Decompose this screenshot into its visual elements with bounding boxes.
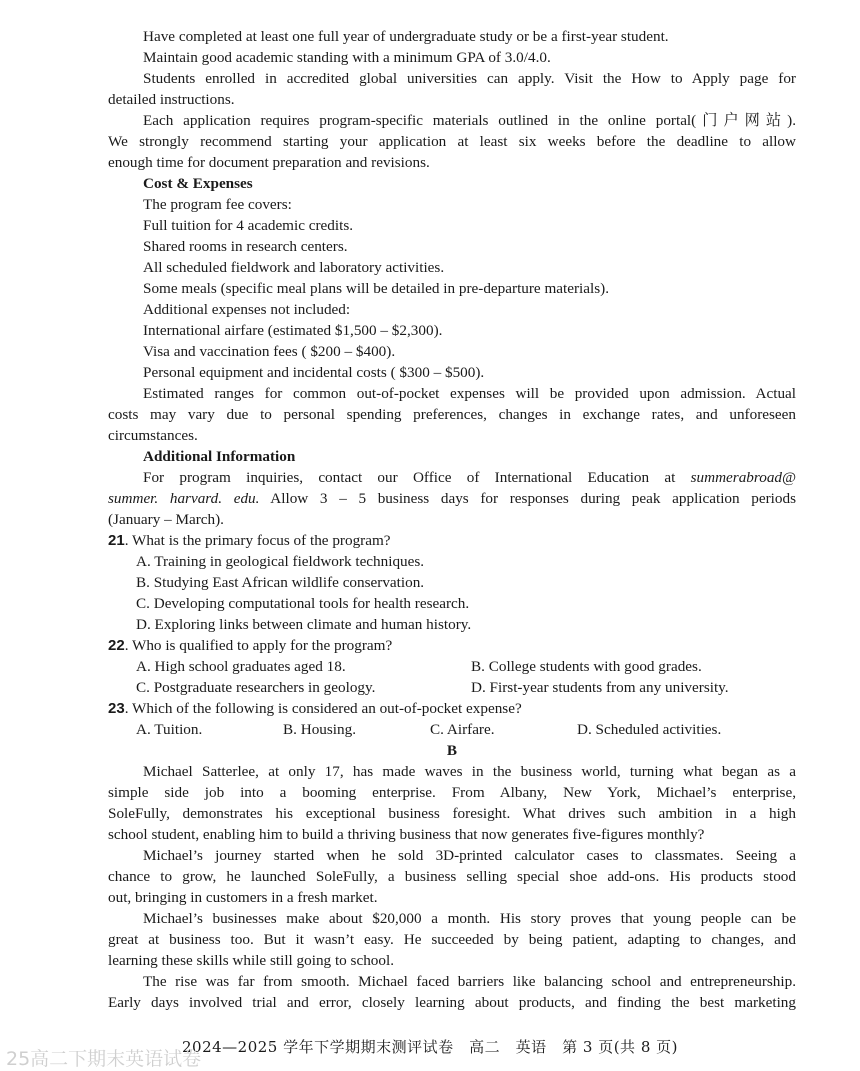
cost-covers-label: The program fee covers: (143, 196, 292, 213)
passage-b-line: Early days involved trial and error, closely learning about products, and finding the best marketing (108, 994, 796, 1011)
passage-b-line: simple side job into a booming enterprise. From Albany, New York, Michael’s enterprise, (108, 784, 796, 801)
passage-b-line: Michael Satterlee, at only 17, has made waves in the business world, turning what began as a (143, 763, 796, 780)
question-text: . Which of the following is considered an out-of-pocket expense? (124, 700, 522, 717)
page-footer: 2024—2025 学年下学期期末测评试卷 高二 英语 第 3 页(共 8 页) (182, 1038, 678, 1056)
answer-option: A. Tuition. (136, 721, 203, 738)
answer-option-row (108, 677, 796, 698)
covered-item: Shared rooms in research centers. (143, 238, 348, 255)
apply-paragraph-line: detailed instructions. (108, 91, 235, 108)
additional-info-text: For program inquiries, contact our Office of International Education at (143, 469, 691, 486)
passage-b-line: SoleFully, demonstrates his exceptional business foresight. What drives such ambition in a high (108, 805, 796, 822)
extra-expense-item: International airfare (estimated $1,500 – $2,300). (143, 322, 443, 339)
question-stem (108, 698, 796, 719)
passage-b-line: school student, enabling him to build a thriving business that now generates five-figures monthly? (108, 826, 705, 843)
passage-b-line: The rise was far from smooth. Michael faced barriers like balancing school and entrepreneurship. (143, 973, 796, 990)
answer-option: B. Housing. (283, 721, 356, 738)
extra-expense-item: Visa and vaccination fees ( $200 – $400). (143, 343, 396, 360)
answer-option: B. College students with good grades. (471, 658, 702, 675)
estimate-paragraph-line: costs may vary due to personal spending preferences, changes in exchange rates, and unforeseen (108, 406, 796, 423)
answer-option: A. Training in geological fieldwork techniques. (136, 553, 425, 570)
estimate-paragraph-line: circumstances. (108, 427, 198, 444)
apply-paragraph-line: Students enrolled in accredited global universities can apply. Visit the How to Apply page for (143, 70, 796, 87)
passage-b-line: out, bringing in customers in a fresh market. (108, 889, 378, 906)
question-number: 23 (108, 700, 125, 717)
answer-option: B. Studying East African wildlife conservation. (136, 574, 425, 591)
answer-option-row (108, 656, 796, 677)
materials-paragraph-line: Each application requires program-specific materials outlined in the online portal(门户网站). (143, 112, 796, 129)
additional-info-text: Allow 3 – 5 business days for responses during peak application periods (259, 490, 796, 507)
section-b-label: B (446, 742, 458, 759)
watermark: 25高二下期末英语试卷 (6, 1048, 202, 1070)
passage-b-line: Michael’s businesses make about $20,000 a month. His story proves that young people can be (143, 910, 796, 927)
passage-b-line: chance to grow, he launched SoleFully, a business selling special shoe add-ons. His products stood (108, 868, 796, 885)
requirement-line: Have completed at least one full year of undergraduate study or be a first-year student. (143, 28, 669, 45)
answer-option: D. First-year students from any university. (471, 679, 729, 696)
estimate-paragraph-line: Estimated ranges for common out-of-pocket expenses will be provided upon admission. Actual (143, 385, 796, 402)
covered-item: Full tuition for 4 academic credits. (143, 217, 354, 234)
additional-info-line: (January – March). (108, 511, 224, 528)
question-text: . Who is qualified to apply for the program? (124, 637, 393, 654)
contact-email-part: summer. harvard. edu. (108, 490, 260, 507)
answer-option: C. Postgraduate researchers in geology. (136, 679, 376, 696)
cost-heading: Cost & Expenses (143, 175, 253, 192)
passage-b-line: Michael’s journey started when he sold 3D-printed calculator cases to classmates. Seeing a (143, 847, 796, 864)
materials-paragraph-line: We strongly recommend starting your application at least six weeks before the deadline to allow (108, 133, 796, 150)
answer-option: A. High school graduates aged 18. (136, 658, 346, 675)
contact-email-part: summerabroad@ (690, 469, 796, 486)
covered-item: Some meals (specific meal plans will be detailed in pre-departure materials). (143, 280, 609, 297)
question-number: 21 (108, 532, 125, 549)
answer-option: C. Airfare. (430, 721, 495, 738)
additional-info-heading: Additional Information (143, 448, 296, 465)
passage-b-line: learning these skills while still going to school. (108, 952, 395, 969)
additional-info-line (108, 467, 796, 488)
passage-b-line: great at business too. But it wasn’t easy. He succeeded by being patient, adapting to changes, and (108, 931, 796, 948)
covered-item: All scheduled fieldwork and laboratory activities. (143, 259, 445, 276)
question-stem (108, 530, 796, 551)
additional-info-line (108, 488, 796, 509)
answer-option: C. Developing computational tools for health research. (136, 595, 470, 612)
extra-expense-item: Personal equipment and incidental costs ( $300 – $500). (143, 364, 485, 381)
answer-option-row (108, 719, 796, 740)
not-included-label: Additional expenses not included: (143, 301, 351, 318)
requirement-line: Maintain good academic standing with a minimum GPA of 3.0/4.0. (143, 49, 551, 66)
question-stem (108, 635, 796, 656)
exam-page-body (108, 26, 796, 1013)
answer-option: D. Scheduled activities. (577, 721, 722, 738)
materials-paragraph-line: enough time for document preparation and revisions. (108, 154, 430, 171)
question-number: 22 (108, 637, 125, 654)
question-text: . What is the primary focus of the program? (124, 532, 391, 549)
answer-option: D. Exploring links between climate and human history. (136, 616, 472, 633)
